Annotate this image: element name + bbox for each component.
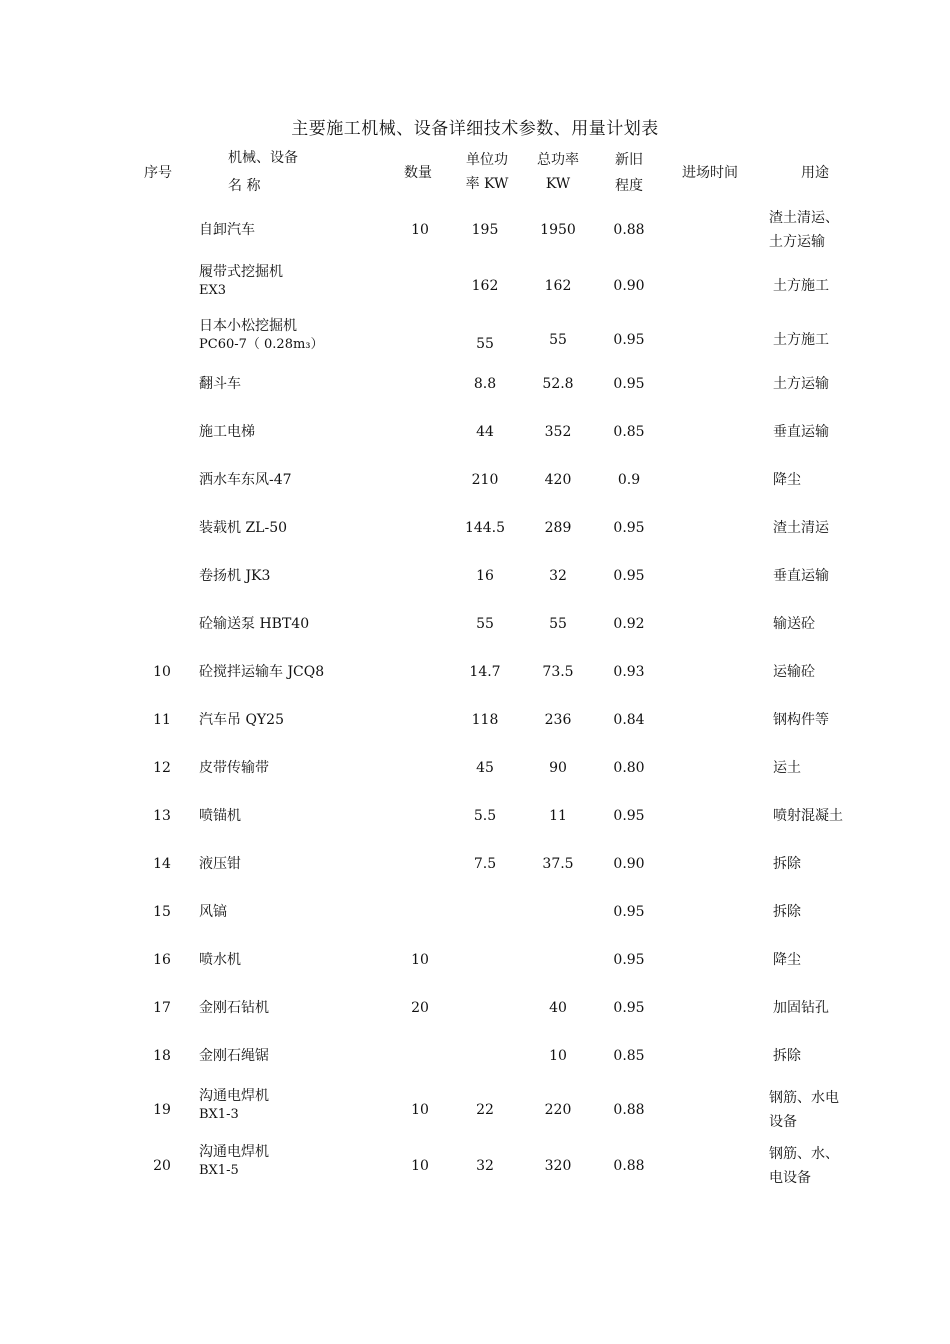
row-use-line2: 设备 <box>769 1114 797 1130</box>
row-name: 金刚石钻机 <box>199 1000 269 1016</box>
row-unit-power: 8.8 <box>473 376 497 392</box>
row-total-power: 55 <box>549 332 567 348</box>
row-unit-power: 44 <box>476 424 494 440</box>
row-qty: 10 <box>411 1158 429 1174</box>
row-use: 降尘 <box>773 472 801 488</box>
row-unit-power: 7.5 <box>473 856 497 872</box>
row-degree: 0.85 <box>613 1048 645 1064</box>
header-degree-line2: 程度 <box>615 178 643 194</box>
header-name <box>228 146 298 198</box>
row-name: 自卸汽车 <box>199 222 255 238</box>
row-use: 垂直运输 <box>773 424 829 440</box>
row-use: 降尘 <box>773 952 801 968</box>
row-seq: 14 <box>153 856 171 872</box>
row-name: 翻斗车 <box>199 376 241 392</box>
row-total-power: 320 <box>544 1158 572 1174</box>
row-model: BX1-5 <box>199 1163 239 1178</box>
row-seq: 20 <box>153 1158 171 1174</box>
row-degree: 0.90 <box>613 856 645 872</box>
row-name: 砼搅拌运输车 JCQ8 <box>199 664 325 680</box>
row-total-power: 73.5 <box>542 664 574 680</box>
row-use: 土方施工 <box>773 332 829 348</box>
header-entry-time: 进场时间 <box>682 165 738 181</box>
row-degree: 0.88 <box>613 1158 645 1174</box>
row-use: 拆除 <box>773 904 801 920</box>
row-seq: 11 <box>153 712 171 728</box>
row-use: 输送砼 <box>773 616 815 632</box>
header-total-power-line1: 总功率 <box>537 152 579 168</box>
row-name: 喷锚机 <box>199 808 241 824</box>
row-use: 运土 <box>773 760 801 776</box>
row-total-power: 52.8 <box>542 376 574 392</box>
row-degree: 0.95 <box>613 520 645 536</box>
header-degree-line1: 新旧 <box>615 152 643 168</box>
row-qty: 10 <box>411 1102 429 1118</box>
header-unit-power-line2: 率 KW <box>465 176 509 192</box>
row-total-power: 32 <box>549 568 567 584</box>
row-seq: 15 <box>153 904 171 920</box>
row-degree: 0.85 <box>613 424 645 440</box>
row-total-power: 420 <box>544 472 572 488</box>
row-degree: 0.95 <box>613 808 645 824</box>
row-degree: 0.95 <box>613 332 645 348</box>
row-use-line2: 土方运输 <box>769 234 825 250</box>
row-use: 渣土清运 <box>773 520 829 536</box>
row-total-power: 90 <box>549 760 567 776</box>
row-use: 垂直运输 <box>773 568 829 584</box>
row-degree: 0.90 <box>613 278 645 294</box>
header-unit-power-line1: 单位功 <box>466 152 508 168</box>
row-name: 金刚石绳锯 <box>199 1048 269 1064</box>
row-seq: 18 <box>153 1048 171 1064</box>
row-model: EX3 <box>199 283 227 298</box>
row-name: 日本小松挖掘机 <box>199 318 297 334</box>
row-name: 砼输送泵 HBT40 <box>199 616 310 632</box>
header-qty: 数量 <box>404 165 432 181</box>
header-name-line1: 机械、设备 <box>228 150 298 166</box>
header-name-line2: 名 称 <box>228 178 261 194</box>
row-unit-power: 22 <box>476 1102 494 1118</box>
header-unit-power <box>463 148 511 196</box>
row-seq: 10 <box>153 664 171 680</box>
row-unit-power: 144.5 <box>464 520 506 536</box>
row-name: 皮带传输带 <box>199 760 269 776</box>
header-total-power-line2: KW <box>545 176 571 192</box>
row-name: 装载机 ZL-50 <box>199 520 288 536</box>
row-qty: 10 <box>411 952 429 968</box>
row-use-line2: 电设备 <box>769 1170 811 1186</box>
row-unit-power: 16 <box>476 568 494 584</box>
row-total-power: 10 <box>549 1048 567 1064</box>
row-name: 风镐 <box>199 904 227 920</box>
row-use: 拆除 <box>773 1048 801 1064</box>
row-total-power: 162 <box>544 278 572 294</box>
header-seq: 序号 <box>144 165 172 181</box>
row-unit-power: 55 <box>476 336 494 352</box>
row-total-power: 11 <box>549 808 567 824</box>
row-total-power: 289 <box>544 520 572 536</box>
row-name: 卷扬机 JK3 <box>199 568 271 584</box>
row-use: 土方施工 <box>773 278 829 294</box>
row-unit-power: 210 <box>471 472 499 488</box>
row-use: 加固钻孔 <box>773 1000 829 1016</box>
row-use: 钢筋、水电 <box>769 1090 839 1106</box>
row-degree: 0.84 <box>613 712 645 728</box>
row-name: 喷水机 <box>199 952 241 968</box>
row-seq: 13 <box>153 808 171 824</box>
row-name: 沟通电焊机 <box>199 1088 269 1104</box>
row-use: 钢筋、水、 <box>769 1146 839 1162</box>
row-total-power: 352 <box>544 424 572 440</box>
row-name: 液压钳 <box>199 856 241 872</box>
row-use: 喷射混凝土 <box>773 808 843 824</box>
row-total-power: 55 <box>549 616 567 632</box>
row-unit-power: 45 <box>476 760 494 776</box>
row-use: 运输砼 <box>773 664 815 680</box>
row-total-power: 236 <box>544 712 572 728</box>
row-degree: 0.80 <box>613 760 645 776</box>
row-model: PC60-7（ 0.28m₃） <box>199 337 324 352</box>
row-degree: 0.95 <box>613 376 645 392</box>
row-use: 渣土清运、 <box>769 210 839 226</box>
row-degree: 0.88 <box>613 1102 645 1118</box>
row-total-power: 37.5 <box>542 856 574 872</box>
row-name: 洒水车东风-47 <box>199 472 292 488</box>
row-degree: 0.95 <box>613 568 645 584</box>
row-total-power: 220 <box>544 1102 572 1118</box>
row-unit-power: 14.7 <box>469 664 501 680</box>
row-name: 汽车吊 QY25 <box>199 712 284 728</box>
header-degree <box>612 148 646 198</box>
row-degree: 0.93 <box>613 664 645 680</box>
row-unit-power: 5.5 <box>473 808 497 824</box>
row-degree: 0.95 <box>613 1000 645 1016</box>
row-unit-power: 162 <box>471 278 499 294</box>
row-seq: 19 <box>153 1102 171 1118</box>
row-unit-power: 118 <box>471 712 499 728</box>
row-qty: 20 <box>411 1000 429 1016</box>
row-degree: 0.95 <box>613 904 645 920</box>
row-total-power: 40 <box>549 1000 567 1016</box>
row-degree: 0.9 <box>617 472 641 488</box>
header-use: 用途 <box>801 165 829 181</box>
row-degree: 0.95 <box>613 952 645 968</box>
row-degree: 0.92 <box>613 616 645 632</box>
row-unit-power: 55 <box>476 616 494 632</box>
row-use: 拆除 <box>773 856 801 872</box>
row-unit-power: 195 <box>471 222 499 238</box>
row-name: 沟通电焊机 <box>199 1144 269 1160</box>
row-name: 履带式挖掘机 <box>199 264 283 280</box>
row-seq: 17 <box>153 1000 171 1016</box>
row-seq: 16 <box>153 952 171 968</box>
page-title: 主要施工机械、设备详细技术参数、用量计划表 <box>291 119 659 139</box>
header-total-power <box>533 148 583 196</box>
row-unit-power: 32 <box>476 1158 494 1174</box>
row-seq: 12 <box>153 760 171 776</box>
row-use: 土方运输 <box>773 376 829 392</box>
row-degree: 0.88 <box>613 222 645 238</box>
row-use: 钢构件等 <box>773 712 829 728</box>
row-name: 施工电梯 <box>199 424 255 440</box>
row-qty: 10 <box>411 222 429 238</box>
row-model: BX1-3 <box>199 1107 239 1122</box>
row-total-power: 1950 <box>540 222 576 238</box>
